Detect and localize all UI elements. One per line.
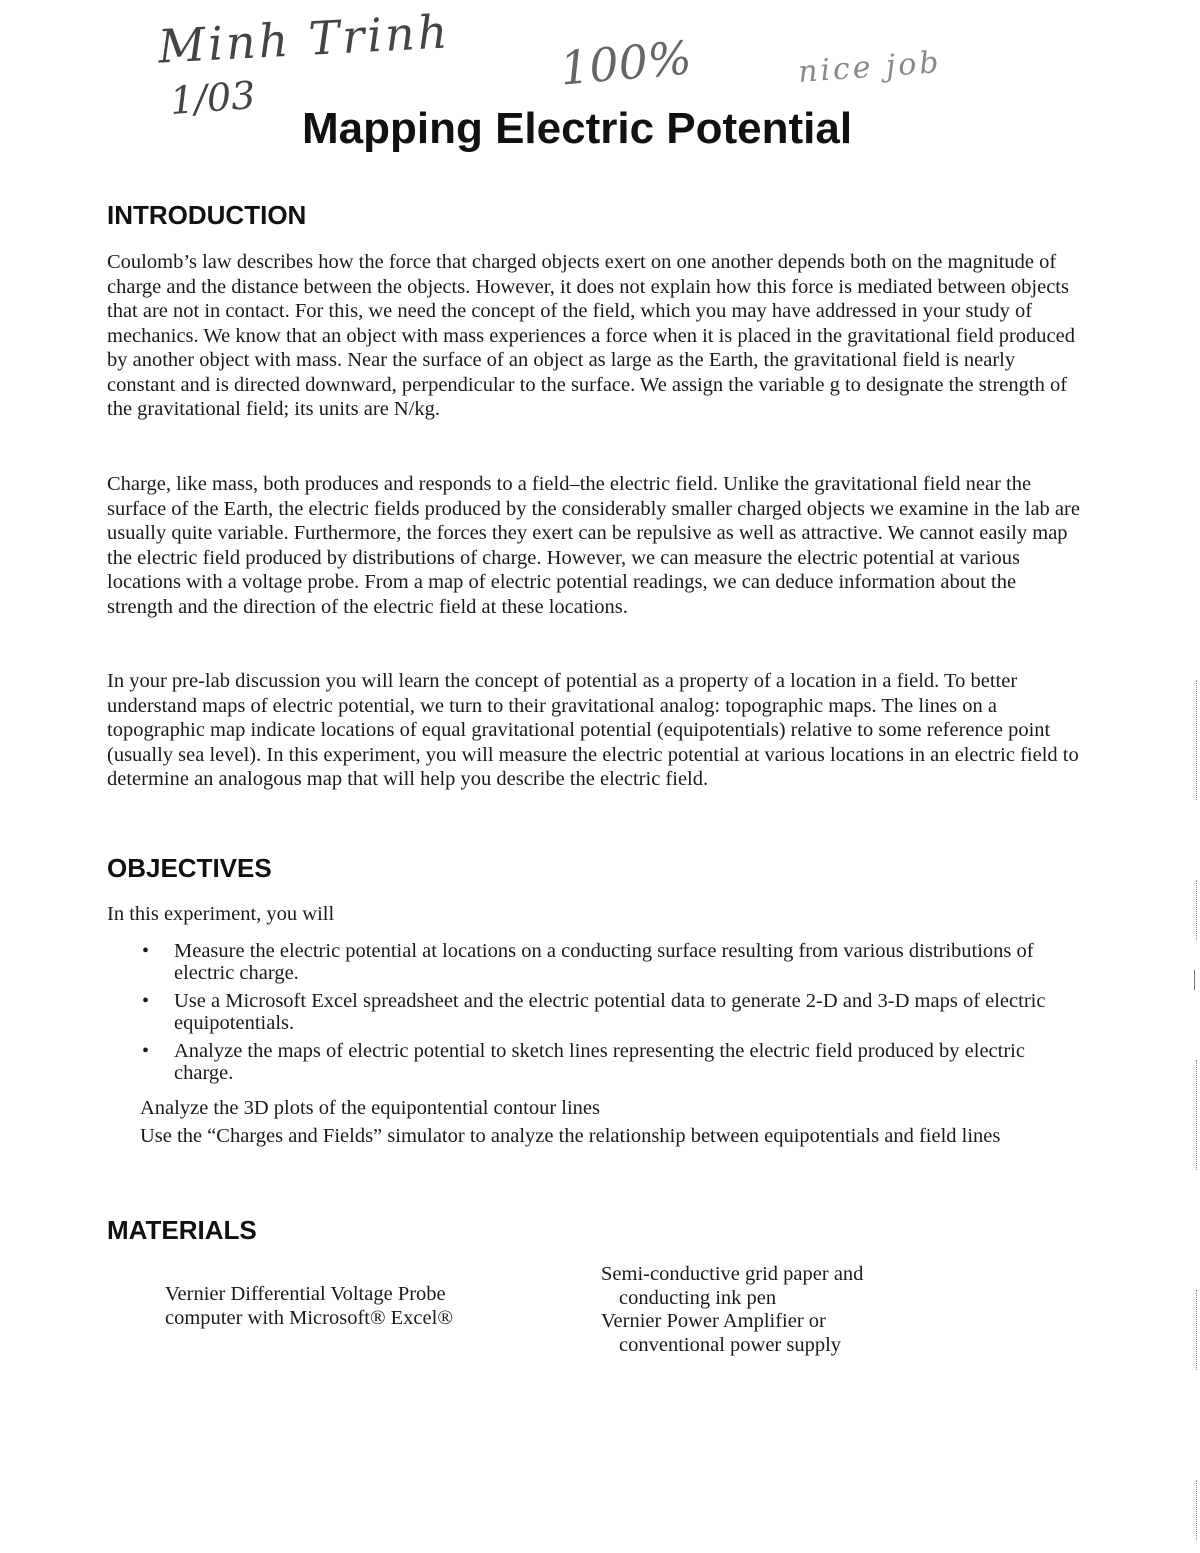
handwritten-score: 100% [557, 30, 694, 96]
introduction-heading: INTRODUCTION [107, 200, 307, 230]
handwritten-student-name: Minh Trinh [156, 4, 452, 74]
handwritten-comment: nice job [796, 45, 943, 90]
scan-margin-dots [1196, 680, 1197, 800]
material-item: Semi-conductive grid paper and conducting ink pen [601, 1263, 864, 1309]
material-item: computer with Microsoft® Excel® [165, 1306, 453, 1329]
objectives-heading: OBJECTIVES [107, 853, 272, 883]
scan-margin-dots [1196, 1060, 1197, 1170]
introduction-paragraph-1: Coulomb’s law describes how the force that charged objects exert on one another depends both on the magnitude of charge and the distance between the objects. However, it does not explain how this force is mediated between objects that are not in contact. For this, we need the concept of the field, which you may have addressed in your study of mechanics. We know that an object with mass experiences a force when it is placed in the gravitational field produced by another object with mass. Near the surface of an object as large as the Earth, the gravitational field is nearly constant and is directed downward, perpendicular to the surface. We assign the variable g to designate the strength of the gravitational field; its units are N/kg. [107, 251, 1075, 420]
objectives-extra-list [140, 1097, 1085, 1153]
objectives-intro: In this experiment, you will [107, 903, 335, 925]
scan-margin-dots [1196, 1480, 1197, 1540]
scan-margin-mark [1194, 970, 1195, 990]
document-title: Mapping Electric Potential [302, 104, 853, 153]
objective-extra-item: Use the “Charges and Fields” simulator to analyze the relationship between equipotentials and field lines [140, 1125, 1001, 1147]
objectives-bullet-list [140, 940, 1085, 1090]
introduction-paragraph-3: In your pre-lab discussion you will learn the concept of potential as a property of a location in a field. To better understand maps of electric potential, we turn to their gravitational analog: topographic maps. The lines on a topographic map indicate locations of equal gravitational potential (equipotentials) relative to some reference point (usually sea level). In this experiment, you will measure the electric potential at various locations in an electric field to determine an analogous map that will help you describe the electric field. [107, 670, 1079, 790]
objective-item: • Analyze the maps of electric potential to sketch lines representing the electric field produced by electric charge. [140, 1040, 1085, 1084]
materials-heading: MATERIALS [107, 1215, 257, 1245]
handwritten-date: 1/03 [168, 73, 257, 123]
objective-item: • Measure the electric potential at locations on a conducting surface resulting from various distributions of electric charge. [140, 940, 1085, 984]
scan-margin-dots [1196, 1290, 1197, 1370]
materials-right-column [601, 1263, 921, 1357]
materials-left-column [165, 1283, 453, 1330]
objective-extra-item: Analyze the 3D plots of the equipontential contour lines [140, 1097, 600, 1119]
material-item: Vernier Power Amplifier or conventional power supply [601, 1310, 842, 1356]
objective-item: • Use a Microsoft Excel spreadsheet and the electric potential data to generate 2-D and 3-D maps of electric equipotentials. [140, 990, 1085, 1034]
material-item: Vernier Differential Voltage Probe [165, 1283, 446, 1305]
introduction-paragraph-2: Charge, like mass, both produces and responds to a field–the electric field. Unlike the gravitational field near the surface of the Earth, the electric fields produced by the considerably smaller charged objects we examine in the lab are usually quite variable. Furthermore, the forces they exert can be repulsive as well as attractive. We cannot easily map the electric field produced by distributions of charge. However, we can measure the electric potential at various locations with a voltage probe. From a map of electric potential readings, we can deduce information about the strength and the direction of the electric field at these locations. [107, 473, 1080, 618]
scan-margin-dots [1196, 880, 1197, 940]
